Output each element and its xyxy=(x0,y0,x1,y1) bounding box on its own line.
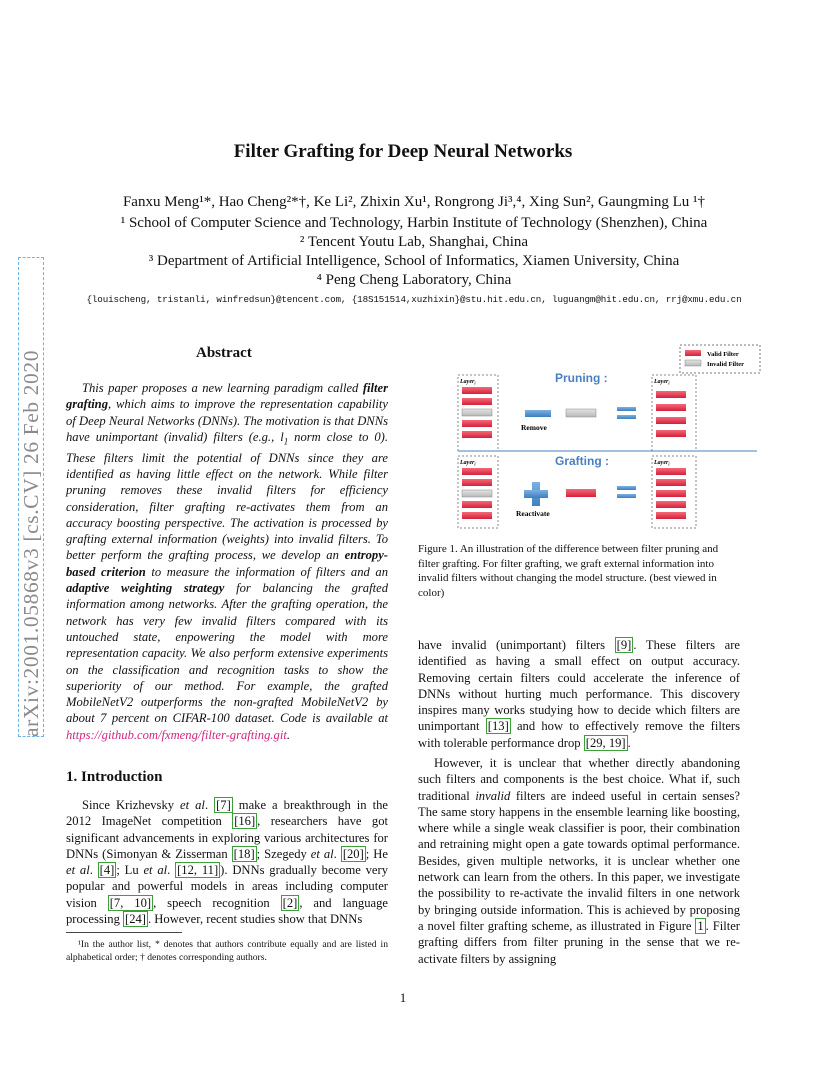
legend-invalid-swatch xyxy=(685,360,701,366)
citation-link[interactable]: [20] xyxy=(342,846,364,861)
arxiv-stamp[interactable] xyxy=(19,257,45,737)
valid-filter xyxy=(462,468,492,475)
page-number: 1 xyxy=(399,990,407,1005)
valid-filter xyxy=(656,417,686,424)
valid-filter xyxy=(462,431,492,438)
layer-label: Layer$_i$ xyxy=(460,379,476,386)
arxiv-stamp-border xyxy=(18,257,44,737)
removed-invalid-filter xyxy=(566,409,596,417)
abstract-heading: Abstract xyxy=(196,345,252,361)
remove-label: Remove xyxy=(521,423,547,432)
filter-stack-grafting-right xyxy=(656,468,686,519)
figure-1-diagram xyxy=(445,341,767,531)
term-entropy-criterion: entropy-based criterion xyxy=(66,548,388,579)
paper-title: Filter Grafting for Deep Neural Networks xyxy=(233,141,573,162)
valid-filter xyxy=(462,387,492,394)
equals-icon xyxy=(617,415,636,419)
affiliation-3: ³ Department of Artificial Intelligence, School of Informatics, Xiamen University, China xyxy=(148,253,680,269)
footnote: ¹In the author list, * denotes that authors contribute equally and are listed in alphabetical order; † denotes corresponding authors. xyxy=(66,939,388,963)
figure-1-caption: Figure 1. An illustration of the difference between filter pruning and filter grafting. For filter grafting, we graft external information into invalid filters without changing the model structure. (best viewed in color) xyxy=(418,543,719,599)
valid-filter xyxy=(656,391,686,398)
affiliation-1: ¹ School of Computer Science and Technology, Harbin Institute of Technology (Shenzhen), China xyxy=(120,215,708,231)
section-heading-introduction: 1. Introduction xyxy=(66,769,163,785)
right-paragraph-2: However, it is unclear that whether directly abandoning such filters and components is the best choice. What if, such traditional invalid filters are indeed useful in certain senses? The same story happens in the ensemble learning like boosting, where while a single weak classifier is poor, their combination and retraining might open a gate towards optimal performance. Besides, given multiple networks, it is unclear whether one network can learn from the others. In this paper, we investigate the possibility to re-activate the invalid filters in one network by bringing outside information. This is achieved by proposing a novel filter grafting scheme, as illustrated in Figure 1 . Filter grafting differs from filter pruning in the sense that we re-activate filters by assigning xyxy=(418,756,740,966)
abstract-body: This paper proposes a new learning paradigm called filter grafting, which aims to improve the representation capability of Deep Neural Networks (DNNs). The motivation is that DNNs have unimportant (invalid) filters (e.g., $l_1$ norm close to 0). These filters limit the potential of DNNs since they are identified as having little effect on the network. While filter pruning removes these invalid filters for efficiency consideration, filter grafting re-activates them from an accuracy boosting perspective. The activation is processed by grafting external information (weights) into invalid filters. To better perform the grafting process, we develop an entropy-based criterion to measure the information of filters and an adaptive weighting strategy for balancing the grafted information among networks. After the grafting operation, the network has very few invalid filters compared with its untouched state, enpowering the model with more representation capacity. We also perform extensive experiments on the classification and recognition tasks to show the superiority of our method. For example, the grafted MobileNetV2 outperforms the non-grafted MobileNetV2 by about 7 percent on CIFAR-100 dataset. Code is available at https://github.com/fxmeng/filter-grafting.git. xyxy=(66,381,388,742)
citation-link[interactable]: [16] xyxy=(234,814,256,829)
valid-filter xyxy=(462,398,492,405)
footnote-rule xyxy=(66,932,182,933)
equals-icon xyxy=(617,486,636,490)
valid-filter xyxy=(656,430,686,437)
filter-stack-grafting-left xyxy=(462,468,492,519)
intro-paragraph: Since Krizhevsky et al. [7] make a breakthrough in the 2012 ImageNet competition [16] , researchers have got significant advancements in exploring various architectures for DNNs (Simonyan & Zisserman [18] ; Szegedy et al. [20] ; He et al. [4] ; Lu et al. [12, 11] ). DNNs gradually become very popular and powerful models in areas including computer vision [7, 10] , speech recognition [2] , and language processing [24] . However, recent studies show that DNNs xyxy=(66,798,389,927)
citation-link[interactable]: [12, 11] xyxy=(177,863,219,878)
legend-valid-swatch xyxy=(685,350,701,356)
layer-label: Layer$_i$ xyxy=(460,460,476,467)
figure-legend xyxy=(680,345,760,373)
equals-icon xyxy=(617,494,636,498)
filter-stack-pruning-left xyxy=(462,387,492,438)
author-emails: {louischeng, tristanli, winfredsun}@tencent.com, {18S151514,xuzhixin}@stu.hit.edu.cn, luguangm@hit.edu.cn, rrj@xmu.edu.cn xyxy=(86,294,742,305)
legend-frame xyxy=(680,345,760,373)
reactivated-filter xyxy=(566,489,596,497)
affiliation-2: ² Tencent Youtu Lab, Shanghai, China xyxy=(299,234,529,250)
affiliation-4: ⁴ Peng Cheng Laboratory, China xyxy=(316,272,512,288)
valid-filter xyxy=(656,468,686,475)
valid-filter xyxy=(656,501,686,508)
pruning-label: Pruning : xyxy=(555,371,608,385)
valid-filter xyxy=(656,479,686,486)
citation-link[interactable]: [7, 10] xyxy=(109,895,152,910)
legend-valid-label: Valid Filter xyxy=(707,351,739,358)
plus-icon xyxy=(524,482,548,506)
arxiv-stamp-text[interactable]: arXiv:2001.05868v3 [cs.CV] 26 Feb 2020 xyxy=(19,349,43,737)
grafting-label: Grafting : xyxy=(555,454,609,468)
invalid-filter xyxy=(462,490,492,497)
legend-invalid-label: Invalid Filter xyxy=(707,361,745,368)
reactivate-label: Reactivate xyxy=(516,509,550,518)
valid-filter xyxy=(462,420,492,427)
citation-link[interactable]: [2] xyxy=(282,895,298,910)
valid-filter xyxy=(462,501,492,508)
term-adaptive-weighting: adaptive weighting strategy xyxy=(66,581,225,596)
layer-label: Layer$_i$ xyxy=(654,460,670,467)
valid-filter xyxy=(656,512,686,519)
citation-link[interactable]: [13] xyxy=(487,719,509,734)
valid-filter xyxy=(656,404,686,411)
invalid-filter xyxy=(462,409,492,416)
author-list: Fanxu Meng¹*, Hao Cheng²*†, Ke Li², Zhixin Xu¹, Rongrong Ji³,⁴, Xing Sun², Gaungming Lu ¹† xyxy=(122,194,706,210)
valid-filter xyxy=(656,490,686,497)
right-paragraph-1: have invalid (unimportant) filters [9] . These filters are identified as having a small effect on output accuracy. Removing certain filters could accelerate the inference of DNNs without hurting much performance. This discovery inspires many works studying how to decide which filters are unimportant [13] and how to effectively remove the filters with tolerable performance drop [29, 19] . xyxy=(418,638,741,750)
code-link[interactable]: https://github.com/fxmeng/filter-grafting.git xyxy=(66,727,287,742)
citation-link[interactable]: [9] xyxy=(616,638,632,652)
equals-icon xyxy=(617,407,636,411)
figure-reference-link[interactable]: 1 xyxy=(697,918,704,933)
citation-link[interactable]: [24] xyxy=(125,912,146,927)
minus-icon xyxy=(525,410,551,417)
term-filter-grafting: filter grafting xyxy=(66,381,388,412)
valid-filter xyxy=(462,512,492,519)
citation-link[interactable]: [4] xyxy=(99,863,115,878)
valid-filter xyxy=(462,479,492,486)
layer-box-pruning-right xyxy=(652,375,696,451)
layer-label: Layer$_i$ xyxy=(654,379,670,386)
filter-stack-pruning-right xyxy=(656,391,686,437)
citation-link[interactable]: [29, 19] xyxy=(585,735,626,750)
citation-link[interactable]: [18] xyxy=(233,846,255,861)
citation-link[interactable]: [7] xyxy=(216,798,231,812)
